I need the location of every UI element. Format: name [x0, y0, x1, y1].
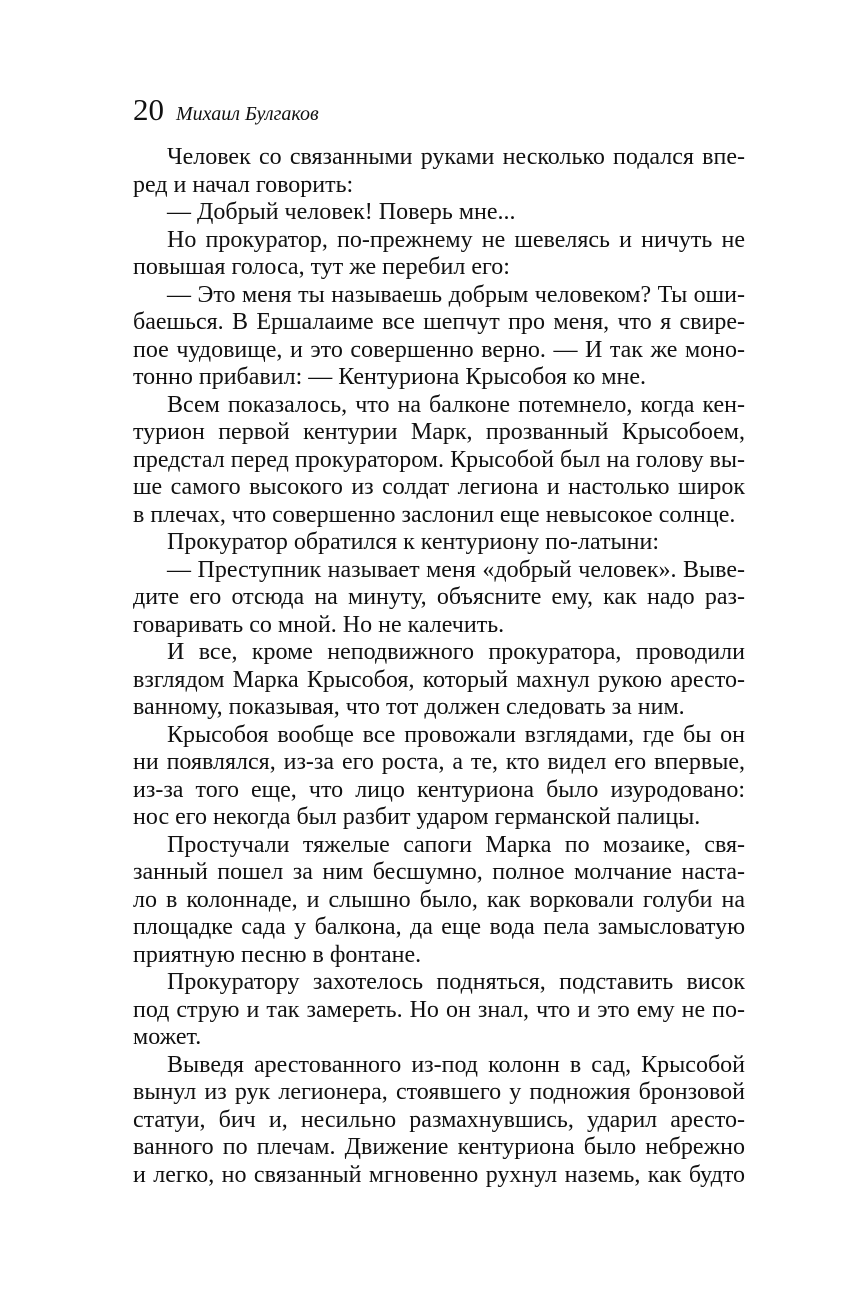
paragraph — [133, 282, 745, 392]
paragraph — [133, 227, 745, 282]
text-line: и легко, но связанный мгновенно рухнул наземь, как будто — [133, 1161, 745, 1188]
text-line: ло в колоннаде, и слышно было, как ворковали голуби на — [133, 886, 745, 913]
text-line: Всем показалось, что на балконе потемнело, когда кен- — [167, 391, 745, 418]
text-line: И все, кроме неподвижного прокуратора, проводили — [167, 639, 745, 665]
text-line: ванного по плечам. Движение кентуриона было небрежно — [133, 1134, 745, 1160]
text-line: предстал перед прокуратором. Крысобой был на голову вы- — [133, 446, 745, 473]
text-line: Человек со связанными руками несколько подался впе- — [167, 144, 745, 170]
text-line: дите его отсюда на минуту, объясните ему, как надо раз- — [133, 584, 745, 610]
paragraph — [133, 832, 745, 970]
paragraph — [133, 969, 745, 1052]
text-line: пое чудовище, и это совершенно верно. — И так же моно- — [133, 336, 745, 363]
text-line: занный пошел за ним бесшумно, полное молчание наста- — [133, 859, 745, 885]
text-line: взглядом Марка Крысобоя, который махнул рукою аресто- — [133, 666, 745, 693]
text-line: нос его некогда был разбит ударом германской палицы. — [133, 804, 701, 830]
text-line: Прокуратору захотелось подняться, подставить висок — [167, 969, 745, 995]
text-line: ше самого высокого из солдат легиона и настолько широк — [133, 474, 745, 500]
paragraph — [133, 529, 745, 557]
paragraph — [133, 144, 745, 199]
running-header-author: Михаил Булгаков — [176, 103, 319, 125]
text-line: турион первой кентурии Марк, прозванный Крысобоем, — [133, 419, 745, 445]
text-line: ред и начал говорить: — [133, 171, 354, 198]
text-line: Выведя арестованного из-под колонн в сад, Крысобой — [167, 1051, 745, 1078]
paragraph — [133, 392, 745, 530]
text-line: в плечах, что совершенно заслонил еще невысокое солнце. — [133, 501, 736, 528]
text-line: Но прокуратор, по-прежнему не шевелясь и ничуть не — [167, 226, 745, 253]
text-line: Простучали тяжелые сапоги Марка по мозаике, свя- — [167, 831, 745, 858]
text-line: — Это меня ты называешь добрым человеком? Ты оши- — [167, 281, 745, 308]
text-line: статуи, бич и, несильно размахнувшись, ударил аресто- — [133, 1106, 745, 1133]
running-header — [133, 92, 319, 128]
text-line: Прокуратор обратился к кентуриону по-латыни: — [167, 529, 659, 555]
text-line: — Добрый человек! Поверь мне... — [167, 199, 516, 225]
text-line: ни появлялся, из-за его роста, а те, кто видел его впервые, — [133, 749, 745, 775]
text-line: приятную песню в фонтане. — [133, 941, 422, 968]
paragraph — [133, 557, 745, 640]
paragraph — [133, 639, 745, 722]
text-line: говаривать со мной. Но не калечить. — [133, 611, 505, 638]
text-line: Крысобоя вообще все провожали взглядами, где бы он — [167, 721, 745, 748]
text-line: повышая голоса, тут же перебил его: — [133, 254, 510, 280]
text-line: под струю и так замереть. Но он знал, что и это ему не по- — [133, 996, 745, 1023]
text-line: — Преступник называет меня «добрый человек». Выве- — [167, 556, 745, 583]
paragraph — [133, 199, 745, 227]
body-text — [133, 144, 745, 1189]
text-line: из-за того еще, что лицо кентуриона было изуродовано: — [133, 776, 745, 803]
text-line: баешься. В Ершалаиме все шепчут про меня, что я свире- — [133, 309, 745, 335]
page-number: 20 — [133, 92, 164, 127]
paragraph — [133, 722, 745, 832]
text-line: может. — [133, 1024, 202, 1050]
text-line: площадке сада у балкона, да еще вода пела замысловатую — [133, 914, 745, 940]
paragraph — [133, 1052, 745, 1190]
text-line: вынул из рук легионера, стоявшего у подножия бронзовой — [133, 1079, 745, 1105]
text-line: тонно прибавил: — Кентуриона Крысобоя ко мне. — [133, 364, 647, 390]
text-line: ванному, показывая, что тот должен следовать за ним. — [133, 694, 685, 720]
